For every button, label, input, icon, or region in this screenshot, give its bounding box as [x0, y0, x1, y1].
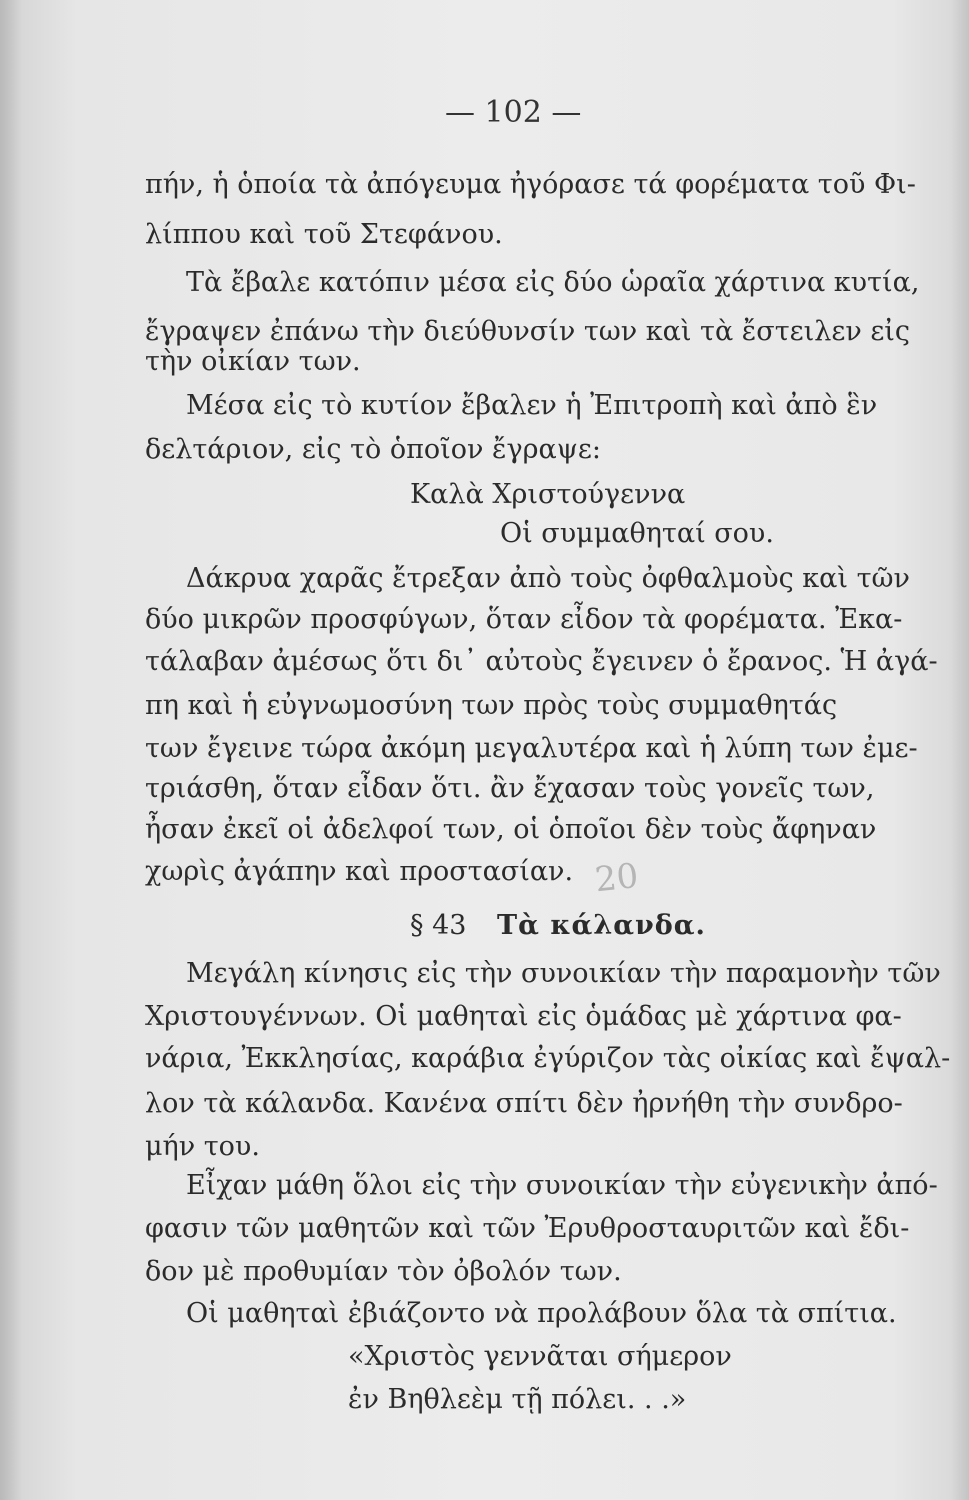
text-line: λίππου καὶ τοῦ Στεφάνου. — [145, 219, 503, 250]
section-heading — [410, 912, 706, 939]
text-line: Οἱ μαθηταὶ ἐβιάζοντο νὰ προλάβουν ὅλα τὰ σπίτια. — [186, 1298, 897, 1329]
poem-line: «Χριστὸς γεννᾶται σήμερον — [348, 1341, 732, 1372]
text-line: ἦσαν ἐκεῖ οἱ ἀδελφοί των, οἱ ὁποῖοι δὲν τοὺς ἄφηναν — [145, 814, 877, 845]
poem-line: ἐν Βηθλεὲμ τῇ πόλει. . .» — [348, 1384, 687, 1415]
text-line: τριάσθη, ὅταν εἶδαν ὅτι. ἂν ἔχασαν τοὺς γονεῖς των, — [145, 773, 875, 804]
text-line: Δάκρυα χαρᾶς ἔτρεξαν ἀπὸ τοὺς ὀφθαλμοὺς καὶ τῶν — [186, 563, 910, 594]
margin-pencil-note: 20 — [593, 855, 641, 901]
text-line: δύο μικρῶν προσφύγων, ὅταν εἶδον τὰ φορέματα. Ἐκα- — [145, 604, 903, 635]
text-line: τὴν οἰκίαν των. — [145, 346, 361, 377]
text-line: φασιν τῶν μαθητῶν καὶ τῶν Ἐρυθροσταυριτῶν καὶ ἔδι- — [145, 1213, 910, 1244]
text-line: δον μὲ προθυμίαν τὸν ὀβολόν των. — [145, 1256, 622, 1287]
text-line: Εἶχαν μάθη ὅλοι εἰς τὴν συνοικίαν τὴν εὐγενικὴν ἀπό- — [186, 1170, 938, 1201]
text-line: δελτάριον, εἰς τὸ ὁποῖον ἔγραψε: — [145, 434, 601, 465]
card-signature: Οἱ συμμαθηταί σου. — [500, 518, 774, 549]
text-line: ἔγραψεν ἐπάνω τὴν διεύθυνσίν των καὶ τὰ ἔστειλεν εἰς — [145, 316, 911, 347]
text-line: τάλαβαν ἀμέσως ὅτι δι᾽ αὐτοὺς ἔγεινεν ὁ ἔρανος. Ἡ ἀγά- — [145, 646, 938, 677]
page-number: — 102 — — [445, 95, 582, 130]
text-line: χωρὶς ἀγάπην καὶ προστασίαν. — [145, 856, 574, 887]
text-line: Μεγάλη κίνησις εἰς τὴν συνοικίαν τὴν παραμονὴν τῶν — [186, 958, 941, 989]
card-greeting: Καλὰ Χριστούγεννα — [410, 479, 686, 510]
section-title: Τὰ κάλανδα. — [497, 910, 706, 941]
text-line: νάρια, Ἐκκλησίας, καράβια ἐγύριζον τὰς οἰκίας καὶ ἔψαλ- — [145, 1043, 951, 1074]
text-line: μήν του. — [145, 1131, 260, 1162]
text-line: Τὰ ἔβαλε κατόπιν μέσα εἰς δύο ὡραῖα χάρτινα κυτία, — [186, 267, 920, 298]
text-line: πη καὶ ἡ εὐγνωμοσύνη των πρὸς τοὺς συμμαθητάς — [145, 690, 838, 721]
section-number: § 43 — [410, 910, 467, 941]
text-line: των ἔγεινε τώρα ἀκόμη μεγαλυτέρα καὶ ἡ λύπη των ἐμε- — [145, 733, 918, 764]
text-line: Μέσα εἰς τὸ κυτίον ἔβαλεν ἡ Ἐπιτροπὴ καὶ ἀπὸ ἓν — [186, 390, 878, 421]
text-line: πήν, ἡ ὁποία τὰ ἀπόγευμα ἠγόρασε τά φορέματα τοῦ Φι- — [145, 169, 916, 200]
text-line: Χριστουγέννων. Οἱ μαθηταὶ εἰς ὁμάδας μὲ χάρτινα φα- — [145, 1001, 902, 1032]
text-line: λον τὰ κάλανδα. Κανένα σπίτι δὲν ἠρνήθη τὴν συνδρο- — [145, 1088, 903, 1119]
